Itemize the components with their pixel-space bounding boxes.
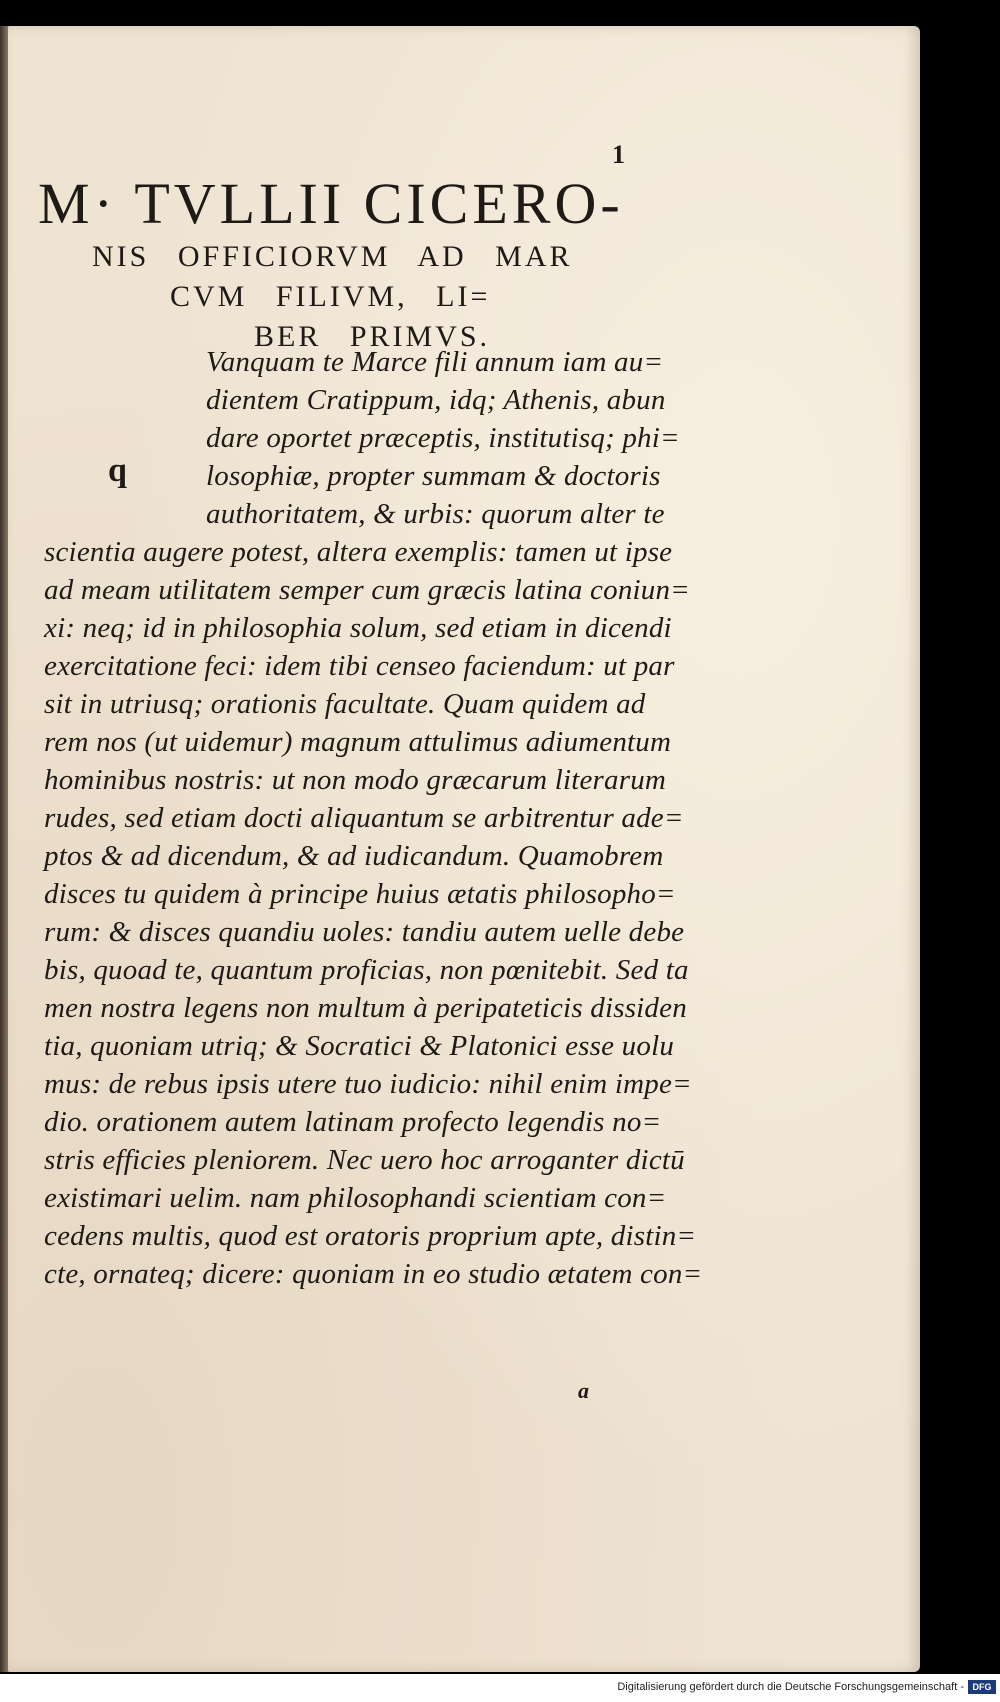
title-line-1: M· TVLLII CICERO- [38,171,624,236]
body-line: dio. orationem autem latinam profecto legendis no= [44,1106,662,1138]
body-line: cte, ornateq; dicere: quoniam in eo studio ætatem con= [44,1258,703,1290]
body-line: rudes, sed etiam docti aliquantum se arbitrentur ade= [44,802,684,834]
body-line: authoritatem, & urbis: quorum alter te [206,498,665,530]
page-number: 1 [612,140,625,169]
body-line: exercitatione feci: idem tibi censeo faciendum: ut par [44,650,675,682]
body-line: rem nos (ut uidemur) magnum attulimus adiumentum [44,726,672,758]
body-line: xi: neq; id in philosophia solum, sed etiam in dicendi [44,612,672,644]
body-line: existimari uelim. nam philosophandi scientiam con= [44,1182,667,1214]
dfg-logo-icon: DFG [968,1680,996,1694]
body-line: dientem Cratippum, idq; Athenis, abun [206,384,666,416]
body-line: stris efficies pleniorem. Nec uero hoc arroganter dictū [44,1144,685,1176]
body-line: scientia augere potest, altera exemplis: tamen ut ipse [44,536,673,568]
title-line-3: CVM FILIVM, LI= [170,280,491,313]
body-line: bis, quoad te, quantum proficias, non pœnitebit. Sed ta [44,954,689,986]
body-line: disces tu quidem à principe huius ætatis philosopho= [44,878,676,910]
body-line: cedens multis, quod est oratoris proprium apte, distin= [44,1220,697,1252]
title-line-2: NIS OFFICIORVM AD MAR [92,240,573,273]
body-line: dare oportet præceptis, institutisq; phi= [206,422,680,454]
catchword: a [578,1378,589,1403]
body-line: hominibus nostris: ut non modo græcarum literarum [44,764,667,796]
margin-mark: q [108,452,127,489]
body-line: ptos & ad dicendum, & ad iudicandum. Quamobrem [44,840,664,872]
body-line: Vanquam te Marce fili annum iam au= [206,346,664,378]
title-line-4: BER PRIMVS. [254,320,491,353]
body-line: losophiæ, propter summam & doctoris [206,460,661,492]
body-line: tia, quoniam utriq; & Socratici & Platonici esse uolu [44,1030,675,1062]
footer-credit: Digitalisierung gefördert durch die Deutsche Forschungsgemeinschaft - [617,1681,964,1693]
body-line: ad meam utilitatem semper cum græcis latina coniun= [44,574,690,606]
body-line: men nostra legens non multum à peripateticis dissiden [44,992,687,1024]
body-line: mus: de rebus ipsis utere tuo iudicio: nihil enim impe= [44,1068,692,1100]
body-line: sit in utriusq; orationis facultate. Quam quidem ad [44,688,646,720]
footer-bar [0,1674,1000,1702]
body-line: rum: & disces quandiu uoles: tandiu autem uelle debe [44,916,685,948]
